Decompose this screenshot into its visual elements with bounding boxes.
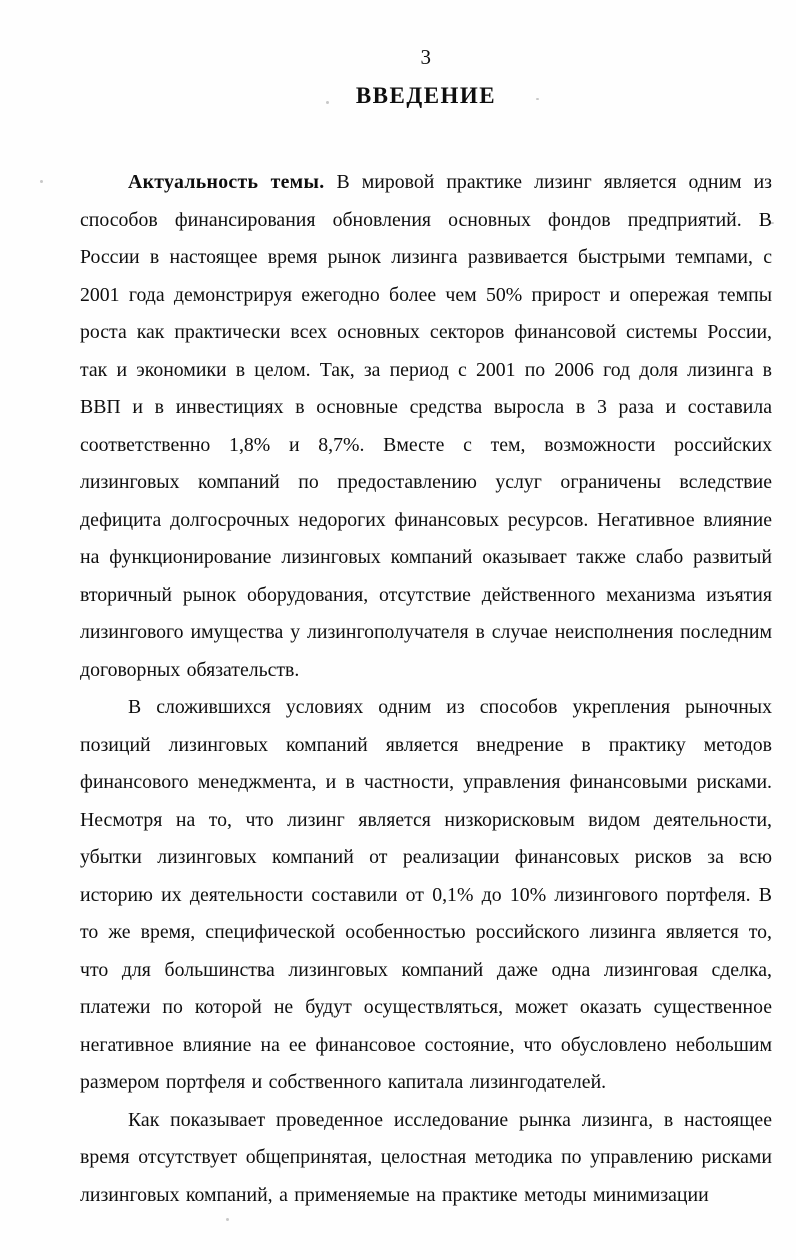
page-number: 3	[420, 45, 432, 69]
scan-artifact-dot	[40, 180, 43, 183]
body-text	[80, 164, 772, 1214]
paragraph-3	[80, 1102, 772, 1215]
scan-artifact-dot	[226, 1218, 229, 1221]
paragraph-2-text: В сложившихся условиях одним из способов укрепления рыночных позиций лизинговых компаний является внедрение в практику методов финансового менеджмента, и в частности, управления финансовыми рисками. Несмотря на то, что лизинг является низкорисковым видом деятельности, убытки лизинговых компаний от реализации финансовых рисков за всю историю их деятельности составили от 0,1% до 10% лизингового портфеля. В то же время, специфической особенностью российского лизинга является то, что для большинства лизинговых компаний даже одна лизинговая сделка, платежи по которой не будут осуществляться, может оказать существенное негативное влияние на ее финансовое состояние, что обусловлено небольшим размером портфеля и собственного капитала лизингодателей.	[80, 696, 772, 1093]
paragraph-2	[80, 689, 772, 1102]
text-block	[80, 44, 772, 1214]
section-title: ВВЕДЕНИЕ	[355, 83, 497, 108]
paragraph-1	[80, 164, 772, 689]
paragraph-1-lead: Актуальность темы.	[128, 171, 325, 193]
paragraph-1-text: В мировой практике лизинг является одним из способов финансирования обновления основных фондов предприятий. В России в настоящее время рынок лизинга развивается быстрыми темпами, с 2001 года демонстрируя ежегодно более чем 50% прирост и опережая темпы роста как практически всех основных секторов финансовой системы России, так и экономики в целом. Так, за период с 2001 по 2006 год доля лизинга в ВВП и в инвестициях в основные средства выросла в 3 раза и составила соответственно 1,8% и 8,7%. Вместе с тем, возможности российских лизинговых компаний по предоставлению услуг ограничены вследствие дефицита долгосрочных недорогих финансовых ресурсов. Негативное влияние на функционирование лизинговых компаний оказывает также слабо развитый вторичный рынок оборудования, отсутствие действенного механизма изъятия лизингового имущества у лизингополучателя в случае неисполнения последним договорных обязательств.	[80, 171, 772, 681]
paragraph-3-text: Как показывает проведенное исследование рынка лизинга, в настоящее время отсутствует общепринятая, целостная методика по управлению рисками лизинговых компаний, а применяемые на практике методы минимизации	[80, 1108, 772, 1206]
